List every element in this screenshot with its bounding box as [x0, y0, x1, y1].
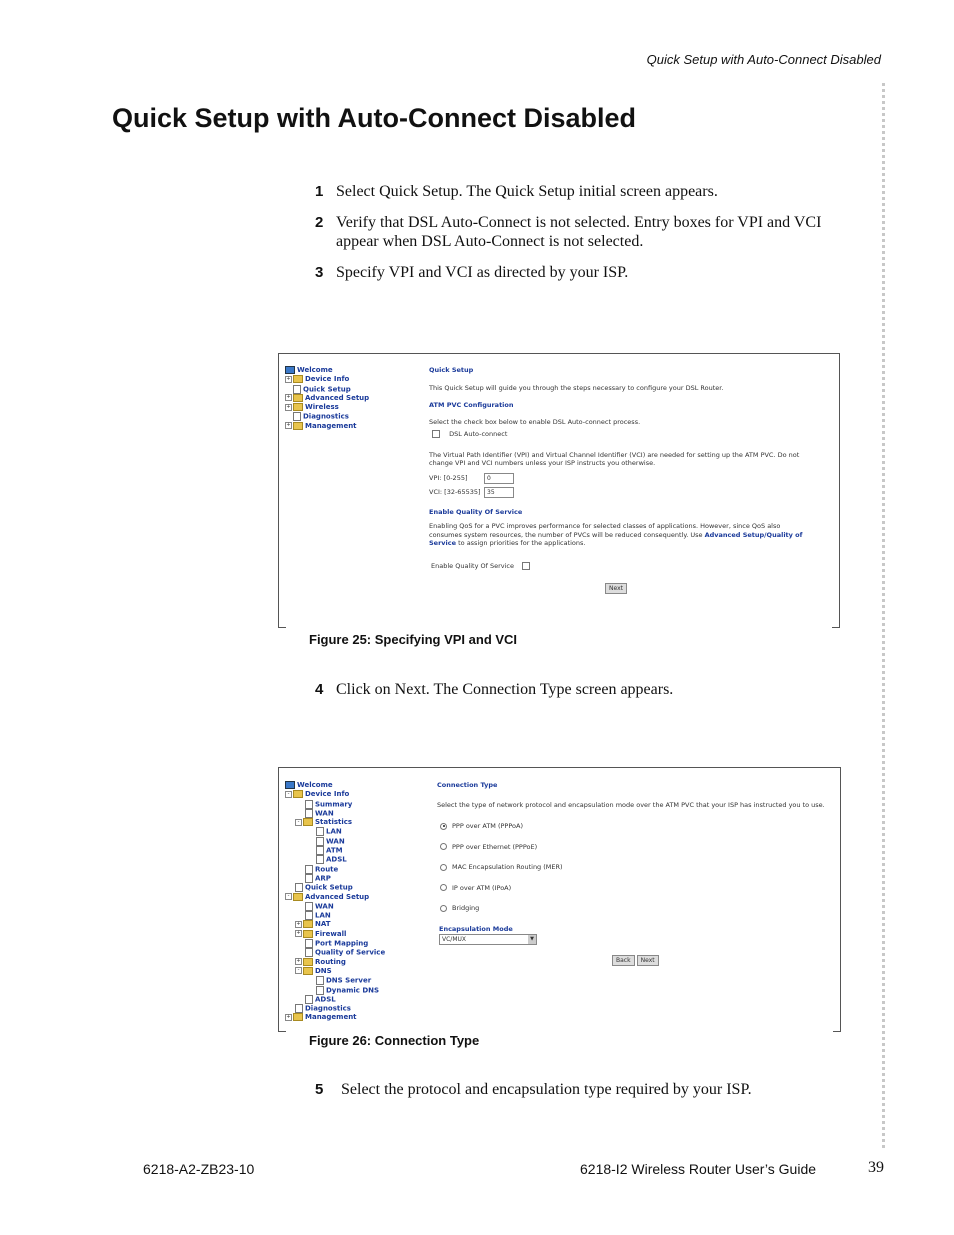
document-icon: [316, 846, 324, 855]
folder-icon: [303, 818, 313, 826]
folder-icon: [293, 394, 303, 402]
step-number: 2: [315, 214, 324, 231]
nav-buttons: [612, 955, 833, 966]
option-bridging[interactable]: Bridging: [440, 904, 833, 913]
tree-item-atm[interactable]: ATM: [285, 846, 385, 855]
step-number: 5: [315, 1081, 324, 1098]
tree-item-nat[interactable]: + NAT: [296, 920, 331, 929]
option-mer[interactable]: MAC Encapsulation Routing (MER): [440, 863, 833, 872]
chevron-down-icon[interactable]: ▼: [528, 935, 536, 944]
frame-tick: [832, 627, 840, 628]
expand-icon[interactable]: +: [286, 422, 291, 429]
figure-25-screenshot: [278, 353, 840, 628]
folder-icon: [293, 403, 303, 411]
document-icon: [305, 948, 313, 957]
qos-text: Enabling QoS for a PVC improves performance for selected classes of applications. However, since QoS also consumes system resources, the number of PVCs will be reduced consequently. Use Advanced Setup/Quality of Service to assign priorities for the applications.: [429, 522, 803, 547]
step-3: [315, 263, 835, 282]
tree-item-quick-setup[interactable]: Quick Setup: [285, 883, 385, 892]
folder-icon: [293, 790, 303, 798]
step-text: Specify VPI and VCI as directed by your ISP.: [336, 264, 629, 281]
atm-text: Select the check box below to enable DSL Auto-connect process.: [429, 417, 641, 426]
option-pppoa[interactable]: PPP over ATM (PPPoA): [440, 822, 833, 831]
collapse-icon[interactable]: -: [295, 967, 302, 974]
connection-type-panel: [437, 781, 833, 966]
footer-guide-title: 6218-I2 Wireless Router User’s Guide: [580, 1161, 817, 1177]
page-number: 39: [868, 1159, 884, 1176]
document-icon: [305, 809, 313, 818]
next-row: [605, 583, 809, 594]
option-pppoe[interactable]: PPP over Ethernet (PPPoE): [440, 843, 833, 852]
running-header: Quick Setup with Auto-Connect Disabled: [646, 52, 881, 67]
qos-row: [431, 562, 809, 571]
tree-item-device-info[interactable]: + Device Info: [286, 375, 350, 384]
tree-item-lan[interactable]: LAN: [285, 827, 385, 836]
expand-icon[interactable]: +: [296, 930, 301, 937]
document-icon: [316, 986, 324, 995]
vci-input[interactable]: 35: [484, 487, 514, 498]
folder-icon: [293, 375, 303, 383]
document-icon: [295, 883, 303, 892]
margin-dotted-rule: [882, 83, 885, 1148]
panel-heading: Connection Type: [437, 781, 498, 789]
next-button[interactable]: Next: [605, 583, 627, 594]
tree-item-summary[interactable]: Summary: [285, 800, 385, 809]
auto-connect-row: [432, 430, 809, 439]
footer-doc-id: 6218-A2-ZB23-10: [143, 1161, 255, 1177]
tree-item-quality-of-service[interactable]: Quality of Service: [285, 948, 385, 957]
vpi-label: VPI: [0-255]: [429, 474, 468, 482]
tree-item-dynamic-dns[interactable]: Dynamic DNS: [285, 986, 385, 995]
folder-icon: [303, 930, 313, 938]
document-icon: [305, 800, 313, 809]
qos-checkbox[interactable]: [522, 562, 530, 570]
tree-item-welcome[interactable]: Welcome: [285, 366, 369, 375]
document-icon: [305, 865, 313, 874]
figure-26-caption: Figure 26: Connection Type: [309, 1033, 480, 1048]
figure-25-caption: Figure 25: Specifying VPI and VCI: [309, 632, 518, 647]
auto-connect-checkbox[interactable]: [432, 430, 440, 438]
document-icon: [305, 911, 313, 920]
folder-icon: [303, 958, 313, 966]
tree-item-route[interactable]: Route: [285, 865, 385, 874]
tree-item-routing[interactable]: + Routing: [296, 957, 346, 966]
tree-item-diagnostics[interactable]: Diagnostics: [285, 1004, 385, 1013]
quick-setup-panel: [429, 366, 809, 594]
page-title: Quick Setup with Auto-Connect Disabled: [112, 103, 637, 133]
step-number: 3: [315, 264, 324, 281]
tree-item-lan[interactable]: LAN: [285, 911, 385, 920]
panel-heading: Quick Setup: [429, 366, 474, 374]
tree-item-arp[interactable]: ARP: [285, 874, 385, 883]
tree-item-wan[interactable]: WAN: [285, 809, 385, 818]
tree-item-dns-server[interactable]: DNS Server: [285, 976, 385, 985]
radio-icon[interactable]: [440, 884, 447, 891]
intro-text: Select the type of network protocol and encapsulation mode over the ATM PVC that your ISP has instructed you to use.: [437, 800, 825, 809]
folder-icon: [293, 893, 303, 901]
vci-row: [429, 487, 809, 498]
step-4: [315, 680, 835, 699]
encap-select[interactable]: VC/MUX ▼: [439, 934, 833, 945]
vpi-input[interactable]: 0: [484, 473, 514, 484]
atm-heading: ATM PVC Configuration: [429, 401, 514, 409]
radio-icon[interactable]: [440, 864, 447, 871]
step-text: Select Quick Setup. The Quick Setup initial screen appears.: [336, 183, 718, 200]
document-icon: [316, 976, 324, 985]
tree-item-adsl[interactable]: ADSL: [285, 995, 385, 1004]
step-text: Select the protocol and encapsulation type required by your ISP.: [341, 1081, 752, 1098]
expand-icon[interactable]: +: [286, 375, 291, 382]
tree-item-wan[interactable]: WAN: [285, 902, 385, 911]
frame-tick: [833, 1031, 841, 1032]
tree-item-firewall[interactable]: + Firewall: [296, 929, 347, 938]
qos-link[interactable]: Advanced Setup/Quality of Service: [429, 530, 803, 547]
document-icon: [293, 412, 301, 421]
tree-item-advanced-setup[interactable]: + Advanced Setup: [286, 393, 370, 402]
step-text: Verify that DSL Auto-Connect is not selected. Entry boxes for VPI and VCI appear when DSL Auto-Connect is not selected.: [336, 214, 822, 250]
tree-item-dns[interactable]: - DNS: [285, 967, 385, 976]
option-ipoa[interactable]: IP over ATM (IPoA): [440, 884, 833, 893]
expand-icon[interactable]: +: [296, 920, 301, 927]
vpi-row: [429, 473, 809, 484]
step-1: [315, 182, 835, 201]
tree-item-statistics[interactable]: - Statistics: [285, 818, 385, 827]
document-icon: [305, 995, 313, 1004]
figure-26-screenshot: [278, 767, 841, 1032]
vci-label: VCI: [32-65535]: [429, 488, 481, 496]
tree-item-port-mapping[interactable]: Port Mapping: [285, 939, 385, 948]
document-icon: [316, 827, 324, 836]
step-number: 4: [315, 681, 324, 698]
folder-icon: [293, 422, 303, 430]
vpi-vci-text: The Virtual Path Identifier (VPI) and Virtual Channel Identifier (VCI) are needed for setting up the ATM PVC. Do not change VPI and VCI numbers unless your ISP instructs you otherwise.: [429, 450, 800, 467]
document-icon: [316, 855, 324, 864]
nav-tree: [285, 781, 385, 1023]
tree-item-welcome[interactable]: Welcome: [285, 781, 385, 790]
collapse-icon[interactable]: -: [285, 791, 292, 798]
tree-item-device-info[interactable]: - Device Info: [285, 790, 385, 799]
radio-icon[interactable]: [440, 905, 447, 912]
intro-text: This Quick Setup will guide you through the steps necessary to configure your DSL Router.: [429, 383, 724, 392]
tree-item-management[interactable]: + Management: [286, 421, 357, 430]
step-5: [315, 1080, 855, 1099]
monitor-icon: [285, 781, 295, 789]
tree-item-wan[interactable]: WAN: [285, 837, 385, 846]
tree-item-wireless[interactable]: + Wireless: [286, 403, 339, 412]
tree-item-advanced-setup[interactable]: - Advanced Setup: [285, 893, 385, 902]
expand-icon[interactable]: +: [286, 403, 291, 410]
step-number: 1: [315, 183, 324, 200]
tree-item-quick-setup[interactable]: Quick Setup: [285, 385, 369, 394]
document-icon: [305, 874, 313, 883]
collapse-icon[interactable]: -: [295, 819, 302, 826]
folder-icon: [293, 1013, 303, 1021]
expand-icon[interactable]: +: [296, 958, 301, 965]
nav-tree: [285, 366, 369, 431]
tree-item-management[interactable]: + Management: [286, 1013, 357, 1022]
tree-item-adsl[interactable]: ADSL: [285, 855, 385, 864]
next-button[interactable]: Next: [637, 955, 659, 966]
expand-icon[interactable]: +: [286, 394, 291, 401]
radio-selected-icon[interactable]: [440, 823, 447, 830]
back-button[interactable]: Back: [612, 955, 635, 966]
auto-connect-label: DSL Auto-connect: [449, 430, 508, 438]
qos-label: Enable Quality Of Service: [431, 561, 514, 570]
collapse-icon[interactable]: -: [285, 893, 292, 900]
document-icon: [305, 902, 313, 911]
radio-icon[interactable]: [440, 843, 447, 850]
folder-icon: [303, 920, 313, 928]
document-icon: [293, 385, 301, 394]
tree-item-diagnostics[interactable]: Diagnostics: [285, 412, 369, 421]
monitor-icon: [285, 366, 295, 374]
folder-icon: [303, 967, 313, 975]
expand-icon[interactable]: +: [286, 1013, 291, 1020]
step-2: [315, 213, 835, 251]
document-icon: [295, 1004, 303, 1013]
encap-heading: Encapsulation Mode: [439, 924, 513, 933]
qos-heading: Enable Quality Of Service: [429, 507, 523, 516]
step-text: Click on Next. The Connection Type screen appears.: [336, 681, 674, 698]
document-icon: [316, 837, 324, 846]
document-icon: [305, 939, 313, 948]
